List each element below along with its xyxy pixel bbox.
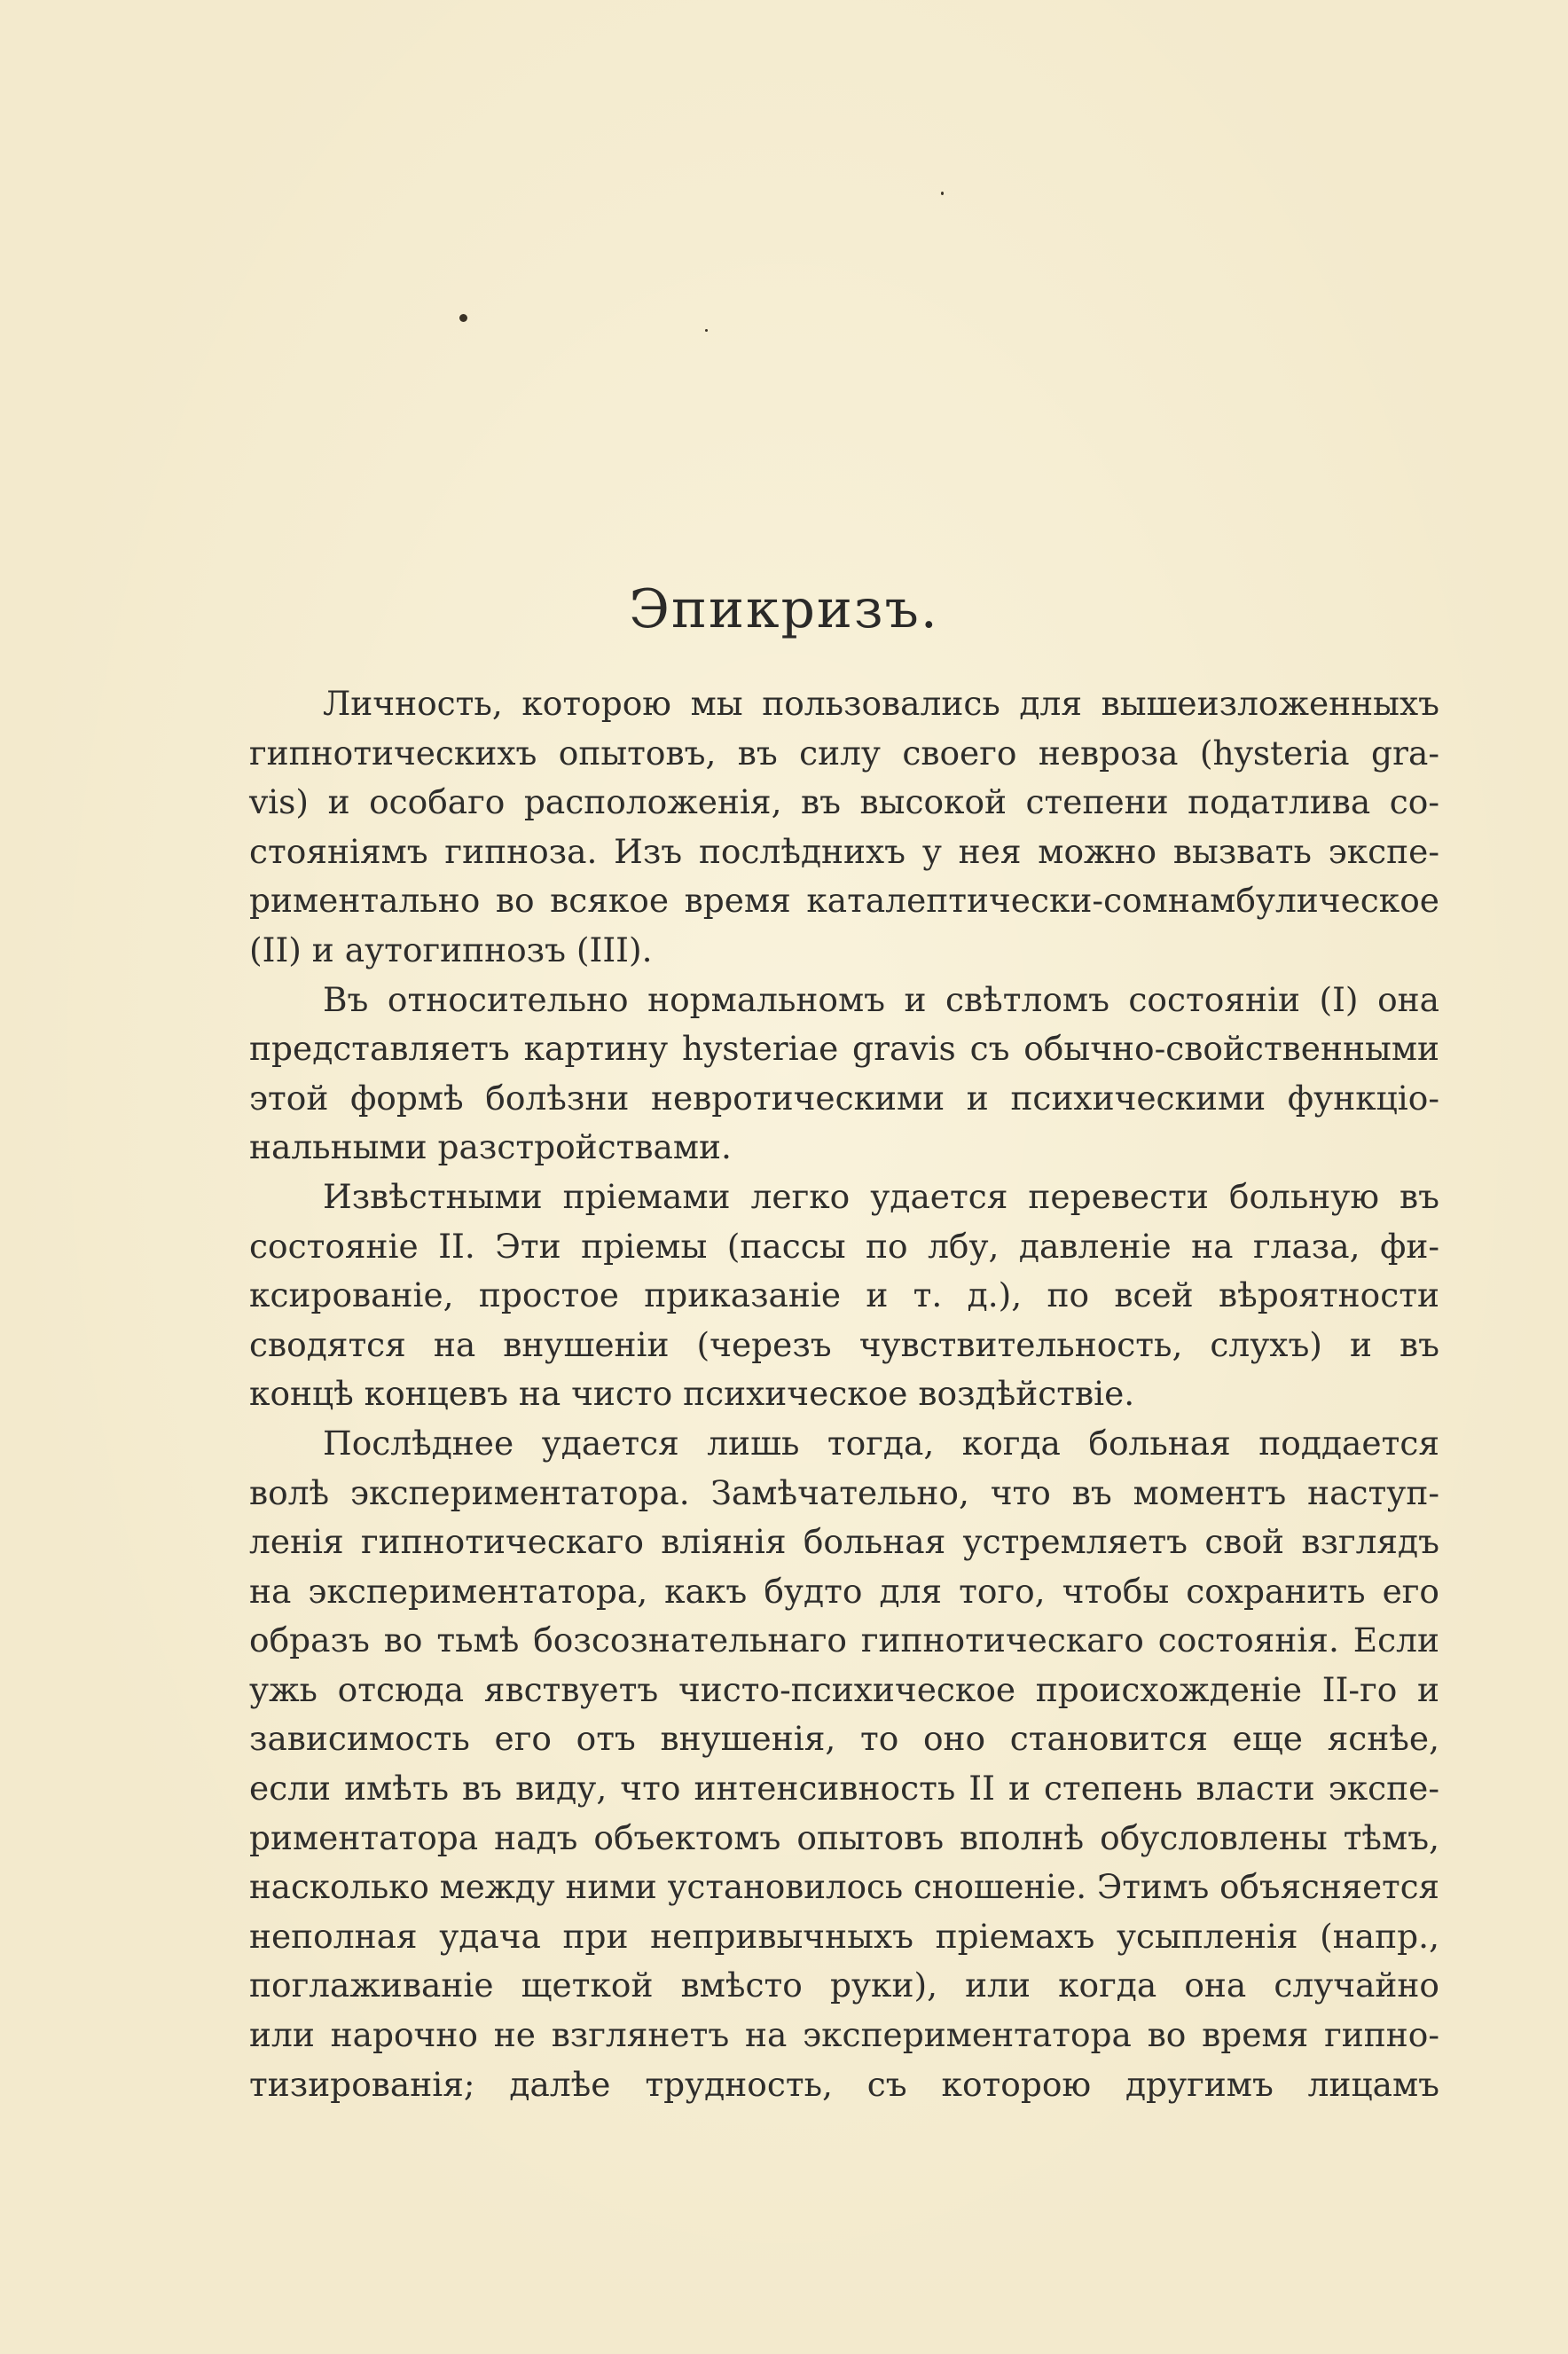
ink-speck [941,192,944,195]
text-line: поглаживаніе щеткой вмѣсто руки), или когда она случайно [249,1966,1439,2005]
text-line: неполная удача при непривычныхъ пріемахъ усыпленія (напр., [249,1916,1439,1956]
text-line: волѣ экспериментатора. Замѣчательно, что въ моментъ наступ- [249,1472,1439,1512]
text-line: состояніе II. Эти пріемы (пассы по лбу, давленіе на глаза, фи- [249,1226,1439,1266]
text-line: зависимость его отъ внушенія, то оно становится еще яснѣе, [249,1719,1439,1759]
text-line: концѣ концевъ на чисто психическое воздѣйствіе. [249,1374,1135,1414]
text-line: образъ во тьмѣ бозсознательнаго гипнотическаго состоянія. Если [249,1620,1439,1660]
text-line: если имѣть въ виду, что интенсивность II и степень власти экспе- [249,1769,1439,1809]
text-line: нальными разстройствами. [249,1127,732,1167]
text-line: тизированія; далѣе трудность, съ которою другимъ лицамъ [249,2064,1439,2104]
text-line: Личность, которою мы пользовались для вышеизложенныхъ [323,684,1439,723]
text-line: ксированіе, простое приказаніе и т. д.), по всей вѣроятности [249,1275,1439,1315]
text-line: vis) и особаго расположенія, въ высокой степени податлива со- [249,782,1439,822]
text-line: гипнотическихъ опытовъ, въ силу своего невроза (hysteria gra- [249,733,1439,773]
paragraph [249,976,1439,1173]
page-title: Эпикризъ. [629,578,939,640]
text-line: на экспериментатора, какъ будто для того, чтобы сохранить его [249,1571,1439,1611]
ink-speck [459,314,467,322]
text-line: риментатора надъ объектомъ опытовъ вполнѣ обусловлены тѣмъ, [249,1817,1439,1857]
text-line: Извѣстными пріемами легко удается перевести больную въ [323,1176,1439,1216]
paragraph [249,1173,1439,1419]
text-line: ужь отсюда явствуетъ чисто-психическое происхожденіе II-го и [249,1669,1439,1709]
ink-speck [705,329,708,332]
text-line: представляетъ картину hysteriae gravis съ обычно-свойственными [249,1029,1439,1069]
text-line: Въ относительно нормальномъ и свѣтломъ состояніи (I) она [323,979,1439,1019]
body-text [249,679,1439,2109]
paragraph [249,679,1439,976]
text-line: или нарочно не взглянетъ на экспериментатора во время гипно- [249,2015,1439,2055]
text-line: сводятся на внушеніи (черезъ чувствительность, слухъ) и въ [249,1324,1439,1364]
text-line: ленія гипнотическаго вліянія больная устремляетъ свой взглядъ [249,1522,1439,1562]
paragraph [249,1419,1439,2109]
text-line: этой формѣ болѣзни невротическими и психическими функціо- [249,1078,1439,1118]
text-line: риментально во всякое время каталептически-сомнамбулическое [249,881,1439,921]
text-line: Послѣднее удается лишь тогда, когда больная поддается [323,1423,1439,1463]
text-line: насколько между ними установилось сношеніе. Этимъ объясняется [249,1867,1439,1907]
text-line: (II) и аутогипнозъ (III). [249,930,653,969]
text-line: стояніямъ гипноза. Изъ послѣднихъ у нея можно вызвать экспе- [249,831,1439,871]
